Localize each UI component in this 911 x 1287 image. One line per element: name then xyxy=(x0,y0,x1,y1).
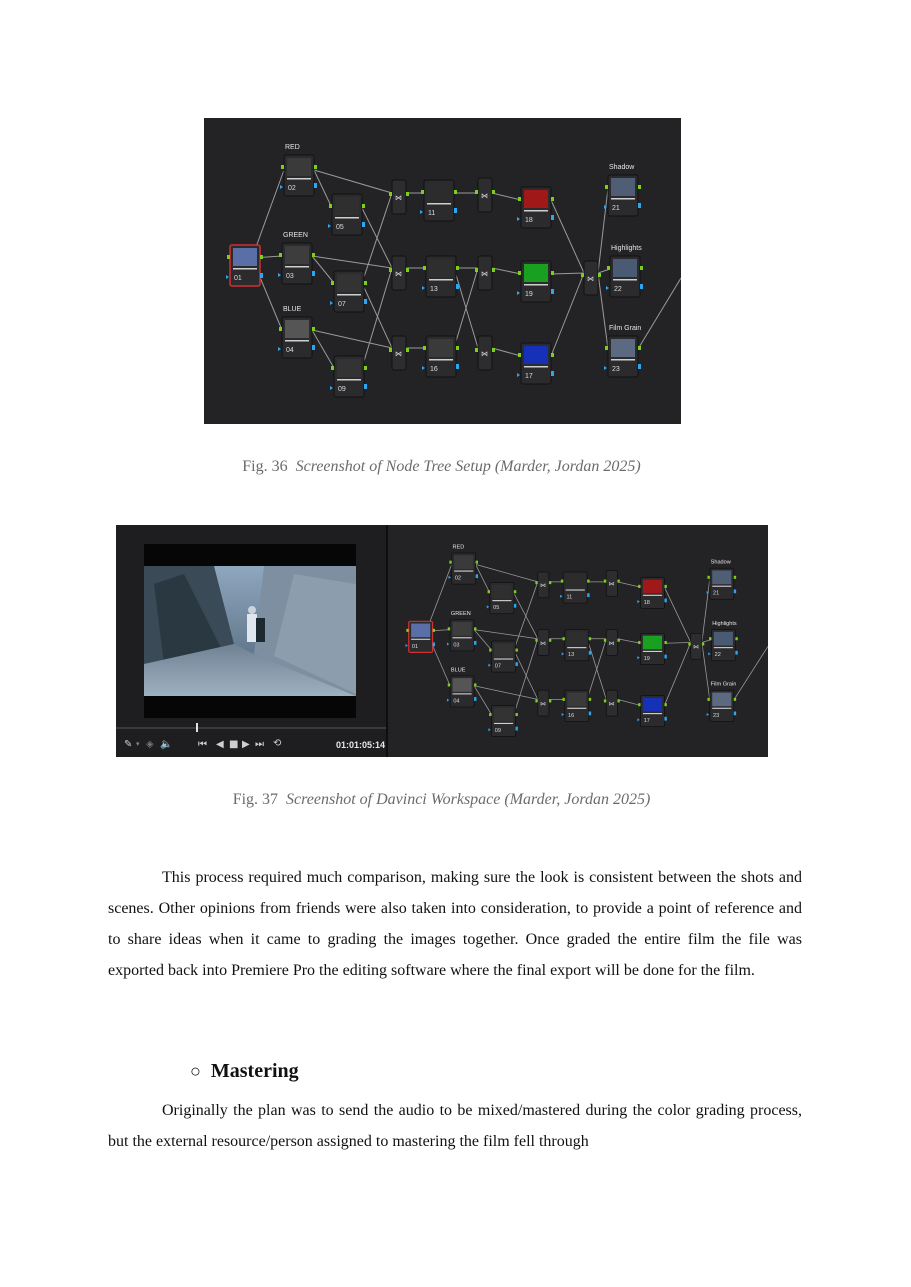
node-link xyxy=(617,639,640,644)
node-link xyxy=(474,686,492,715)
corrector-node[interactable] xyxy=(560,572,589,603)
node-link xyxy=(638,278,681,349)
viewer-panel xyxy=(116,525,388,757)
node-link xyxy=(702,578,710,642)
corrector-node[interactable] xyxy=(422,336,459,377)
corrector-node[interactable] xyxy=(606,245,643,297)
node-link xyxy=(312,256,392,268)
node-link xyxy=(617,582,640,587)
svg-text:⋈: ⋈ xyxy=(481,271,488,278)
mixer-node[interactable] xyxy=(688,633,704,659)
figure-37-caption xyxy=(0,791,897,809)
node-number: 05 xyxy=(493,605,500,612)
caption-number: Fig. 37 xyxy=(232,791,279,808)
node-link xyxy=(551,273,584,274)
node-link xyxy=(617,699,640,705)
node-label: GREEN xyxy=(450,611,471,618)
corrector-node[interactable] xyxy=(278,232,315,284)
node-number: 02 xyxy=(288,185,296,192)
node-number: 04 xyxy=(286,347,294,354)
svg-text:⋈: ⋈ xyxy=(587,276,594,283)
node-link xyxy=(551,200,584,273)
node-link xyxy=(476,564,490,593)
mixer-node[interactable] xyxy=(604,630,620,656)
svg-text:⋈: ⋈ xyxy=(481,193,488,200)
node-number: 05 xyxy=(336,224,344,231)
node-number: 13 xyxy=(568,652,575,659)
corrector-node[interactable] xyxy=(422,256,459,297)
play-icon[interactable]: ▶ xyxy=(242,739,250,750)
node-number: 13 xyxy=(430,286,438,293)
mixer-node[interactable] xyxy=(535,690,551,716)
corrector-node[interactable] xyxy=(487,583,516,614)
node-link xyxy=(314,170,332,208)
corrector-node[interactable] xyxy=(604,325,641,377)
node-label: RED xyxy=(285,144,300,151)
corrector-node[interactable] xyxy=(517,343,554,384)
corrector-node[interactable] xyxy=(637,696,666,727)
node-link xyxy=(598,273,608,349)
node-link xyxy=(362,193,392,283)
svg-text:⋈: ⋈ xyxy=(395,351,402,358)
figure-36-caption xyxy=(0,458,897,476)
corrector-node[interactable] xyxy=(447,667,476,707)
node-number: 03 xyxy=(453,642,460,649)
node-link xyxy=(314,170,392,193)
node-number: 21 xyxy=(612,205,620,212)
transport-controls xyxy=(116,737,386,757)
corrector-node[interactable] xyxy=(328,194,365,235)
node-label: Highlights xyxy=(611,245,642,252)
node-link xyxy=(734,646,768,700)
node-link xyxy=(362,283,392,348)
node-label: Film Grain xyxy=(609,325,642,332)
node-number: 22 xyxy=(714,652,721,659)
node-link xyxy=(474,630,538,639)
node-number: 11 xyxy=(566,594,573,601)
corrector-node[interactable] xyxy=(420,180,457,221)
caption-number: Fig. 36 xyxy=(242,458,288,475)
node-number: 16 xyxy=(430,366,438,373)
paragraph-text: This process required much comparison, making sure the look is consistent between the shots and scenes. Other opinions from friends were also taken into consideration, to provide a point of reference and to share ideas when it came to grading the images together. Once graded the entire film the file was exported back into Premiere Pro the editing software where the final export will be done for the film. xyxy=(108,869,802,979)
loop-icon[interactable]: ⟲ xyxy=(273,738,282,749)
node-link xyxy=(664,643,690,644)
svg-text:⋈: ⋈ xyxy=(481,351,488,358)
corrector-node[interactable] xyxy=(707,560,736,600)
corrector-node[interactable] xyxy=(330,271,367,312)
node-graph-small xyxy=(388,525,768,757)
node-link xyxy=(476,564,538,581)
svg-text:⋈: ⋈ xyxy=(540,701,546,708)
mixer-node[interactable] xyxy=(389,256,409,290)
node-link xyxy=(514,582,538,650)
node-link xyxy=(474,630,492,650)
video-frame-image xyxy=(144,544,356,718)
corrector-node[interactable] xyxy=(278,306,315,358)
svg-text:⋈: ⋈ xyxy=(608,640,615,647)
node-label: Highlights xyxy=(712,621,737,628)
corrector-node[interactable] xyxy=(517,187,554,228)
skip-back-icon[interactable]: ⏮ xyxy=(198,739,207,750)
corrector-node[interactable] xyxy=(604,164,641,216)
timecode: 01:01:05:14 xyxy=(336,740,386,750)
svg-text:⋈: ⋈ xyxy=(540,640,546,647)
section-title: Mastering xyxy=(210,1060,299,1082)
mixer-node[interactable] xyxy=(535,572,551,598)
node-label: RED xyxy=(452,544,465,551)
svg-text:⋈: ⋈ xyxy=(608,701,615,708)
node-link xyxy=(664,643,690,706)
node-link xyxy=(664,587,690,642)
chevron-down-icon[interactable]: ▾ xyxy=(136,740,140,748)
svg-text:⋈: ⋈ xyxy=(540,583,546,590)
node-number: 21 xyxy=(713,590,720,597)
node-link xyxy=(312,330,334,368)
node-number: 23 xyxy=(713,712,720,719)
mixer-node[interactable] xyxy=(389,336,409,370)
node-link xyxy=(312,330,392,348)
scrubber-bar[interactable] xyxy=(116,727,386,729)
viewer-frame xyxy=(144,544,356,718)
svg-text:⋈: ⋈ xyxy=(395,271,402,278)
node-number: 17 xyxy=(525,373,533,380)
node-label: Film Grain xyxy=(710,681,737,688)
stop-icon[interactable]: ■ xyxy=(229,739,239,750)
corrector-node[interactable] xyxy=(406,621,435,652)
mixer-node[interactable] xyxy=(475,178,495,212)
section-heading xyxy=(190,1060,299,1083)
mixer-node[interactable] xyxy=(535,630,551,656)
speaker-icon[interactable]: 🔈 xyxy=(160,739,173,750)
corrector-node[interactable] xyxy=(562,630,591,661)
playhead[interactable] xyxy=(196,723,198,732)
node-number: 04 xyxy=(453,698,460,705)
node-number: 18 xyxy=(643,599,650,606)
bullet-icon: ○ xyxy=(190,1061,201,1081)
node-link xyxy=(702,643,710,701)
node-number: 02 xyxy=(454,575,462,582)
node-number: 23 xyxy=(612,366,620,373)
node-number: 11 xyxy=(428,210,436,217)
mixer-node[interactable] xyxy=(475,256,495,290)
node-label: Shadow xyxy=(710,559,731,566)
node-link xyxy=(514,650,538,699)
node-link xyxy=(492,193,521,200)
corrector-node[interactable] xyxy=(280,144,317,196)
node-link xyxy=(598,188,608,273)
paragraph xyxy=(108,862,802,986)
mixer-node[interactable] xyxy=(604,570,620,596)
skip-forward-icon[interactable]: ⏭ xyxy=(255,739,264,750)
corrector-node[interactable] xyxy=(488,641,517,672)
node-number: 01 xyxy=(234,275,242,282)
step-back-icon[interactable]: ◀ xyxy=(216,739,224,750)
node-link xyxy=(312,256,334,283)
node-number: 19 xyxy=(525,291,533,298)
node-tree-screenshot xyxy=(204,118,681,424)
mixer-node[interactable] xyxy=(475,336,495,370)
node-label: GREEN xyxy=(283,232,308,239)
node-number: 19 xyxy=(643,656,650,662)
svg-text:⋈: ⋈ xyxy=(608,581,615,588)
svg-text:⋈: ⋈ xyxy=(395,195,402,202)
node-number: 18 xyxy=(525,217,533,224)
corrector-node[interactable] xyxy=(449,545,478,585)
node-number: 07 xyxy=(338,301,346,308)
node-link xyxy=(492,268,521,274)
davinci-workspace-screenshot xyxy=(116,525,768,757)
node-number: 17 xyxy=(643,718,650,725)
svg-text:⋈: ⋈ xyxy=(693,644,699,651)
corrector-node[interactable] xyxy=(447,611,476,651)
node-number: 07 xyxy=(494,663,501,670)
corrector-node[interactable] xyxy=(637,577,666,608)
corrector-node[interactable] xyxy=(707,682,737,722)
node-number: 09 xyxy=(494,728,501,734)
tool-icon[interactable]: ✎ xyxy=(124,739,133,750)
node-number: 01 xyxy=(411,643,419,650)
node-number: 16 xyxy=(568,712,575,719)
node-number: 03 xyxy=(286,273,294,280)
corrector-node[interactable] xyxy=(517,261,554,302)
node-label: BLUE xyxy=(450,667,466,674)
node-label: Shadow xyxy=(609,164,635,171)
corrector-node[interactable] xyxy=(708,621,737,661)
node-editor-panel xyxy=(388,525,768,757)
node-link xyxy=(551,273,584,356)
node-label: BLUE xyxy=(283,306,302,313)
node-number: 22 xyxy=(614,286,622,293)
caption-text: Screenshot of Node Tree Setup (Marder, Jordan 2025) xyxy=(295,458,641,475)
corrector-node[interactable] xyxy=(637,633,666,664)
node-link xyxy=(474,686,538,700)
mixer-node[interactable] xyxy=(581,261,601,295)
corrector-node[interactable] xyxy=(488,705,517,736)
paragraph xyxy=(108,1095,802,1157)
paragraph-text: Originally the plan was to send the audio to be mixed/mastered during the color grading process, but the external resource/person assigned to mastering the film fell through xyxy=(108,1102,802,1150)
mixer-node[interactable] xyxy=(389,180,409,214)
corrector-node[interactable] xyxy=(226,245,263,286)
node-number: 09 xyxy=(338,386,346,393)
layer-icon[interactable]: ◈ xyxy=(146,739,154,750)
node-graph xyxy=(204,118,681,424)
mixer-node[interactable] xyxy=(604,690,620,716)
node-link xyxy=(492,348,521,356)
corrector-node[interactable] xyxy=(330,356,367,397)
corrector-node[interactable] xyxy=(562,690,591,721)
caption-text: Screenshot of Davinci Workspace (Marder, Jordan 2025) xyxy=(286,791,651,808)
